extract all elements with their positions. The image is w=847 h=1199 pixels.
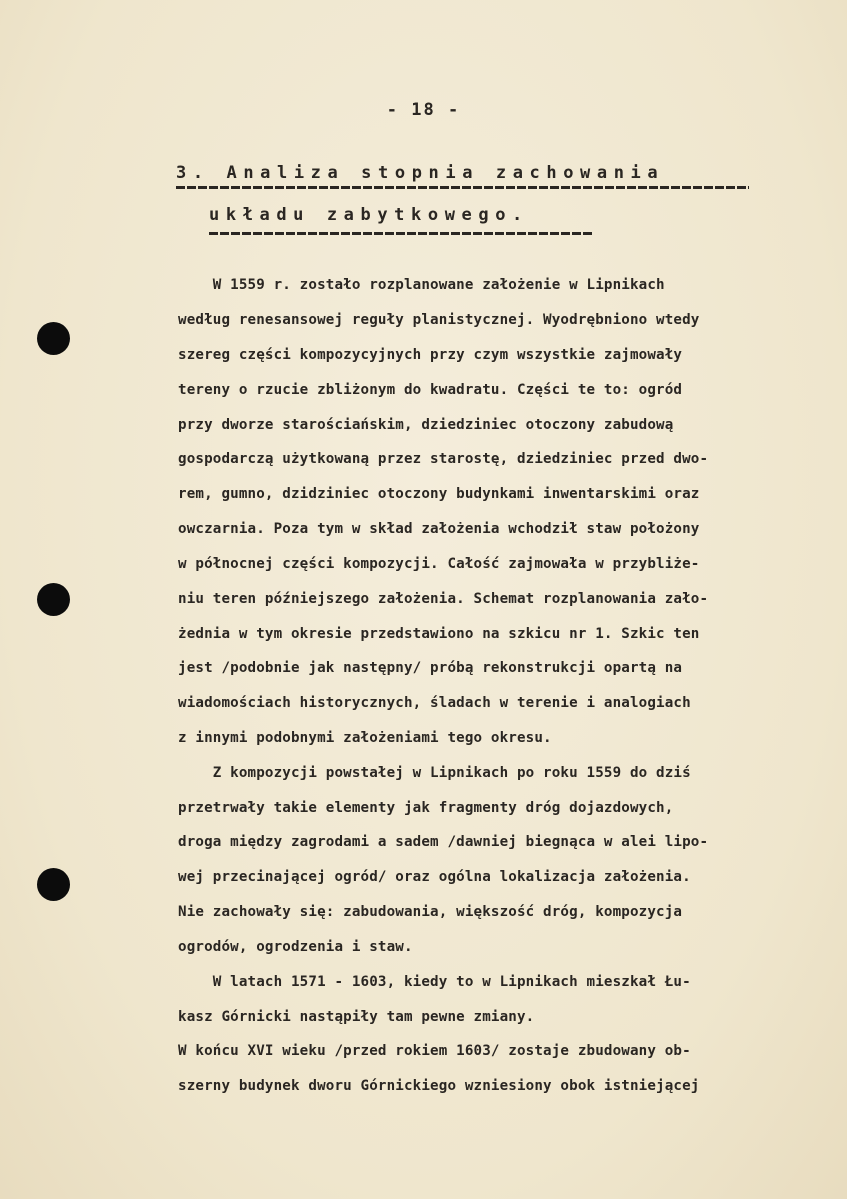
text-line: z innymi podobnymi założeniami tego okresu.: [178, 730, 552, 746]
page-number: - 18 -: [386, 100, 461, 120]
text-line: gospodarczą użytkowaną przez starostę, dziedziniec przed dwo-: [178, 451, 709, 467]
text-line: W latach 1571 - 1603, kiedy to w Lipnikach mieszkał Łu-: [178, 974, 691, 990]
text-line: szerny budynek dworu Górnickiego wzniesiony obok istniejącej: [178, 1078, 700, 1094]
text-line: Nie zachowały się: zabudowania, większość dróg, kompozycja: [178, 904, 683, 920]
text-line: szereg części kompozycyjnych przy czym wszystkie zajmowały: [178, 347, 683, 363]
section-heading: 3. Analiza stopnia zachowania: [176, 163, 665, 183]
text-line: niu teren późniejszego założenia. Schemat rozplanowania zało-: [178, 591, 709, 607]
text-line: wej przecinającej ogród/ oraz ogólna lokalizacja założenia.: [178, 869, 691, 885]
heading-underline: [209, 232, 594, 235]
text-line: W końcu XVI wieku /przed rokiem 1603/ zostaje zbudowany ob-: [178, 1043, 691, 1059]
text-line: W 1559 r. zostało rozplanowane założenie w Lipnikach: [178, 277, 665, 293]
text-line: kasz Górnicki nastąpiły tam pewne zmiany.: [178, 1009, 535, 1025]
text-line: tereny o rzucie zbliżonym do kwadratu. Części te to: ogród: [178, 382, 683, 398]
text-line: żednia w tym okresie przedstawiono na szkicu nr 1. Szkic ten: [178, 626, 700, 642]
heading-underline: [176, 186, 749, 189]
text-line: w północnej części kompozycji. Całość zajmowała w przybliże-: [178, 556, 700, 572]
text-line: jest /podobnie jak następny/ próbą rekonstrukcji opartą na: [178, 660, 683, 676]
binder-hole: [37, 583, 70, 616]
text-line: według renesansowej reguły planistycznej. Wyodrębniono wtedy: [178, 312, 700, 328]
text-line: rem, gumno, dzidziniec otoczony budynkami inwentarskimi oraz: [178, 486, 700, 502]
binder-hole: [37, 322, 70, 355]
text-line: wiadomościach historycznych, śladach w terenie i analogiach: [178, 695, 691, 711]
text-line: droga między zagrodami a sadem /dawniej biegnąca w alei lipo-: [178, 834, 709, 850]
text-line: ogrodów, ogrodzenia i staw.: [178, 939, 413, 955]
binder-hole: [37, 868, 70, 901]
text-line: owczarnia. Poza tym w skład założenia wchodził staw położony: [178, 521, 700, 537]
text-line: przetrwały takie elementy jak fragmenty dróg dojazdowych,: [178, 800, 674, 816]
text-line: Z kompozycji powstałej w Lipnikach po roku 1559 do dziś: [178, 765, 691, 781]
text-line: przy dworze starościańskim, dziedziniec otoczony zabudową: [178, 417, 674, 433]
section-heading-continued: układu zabytkowego.: [209, 205, 529, 225]
